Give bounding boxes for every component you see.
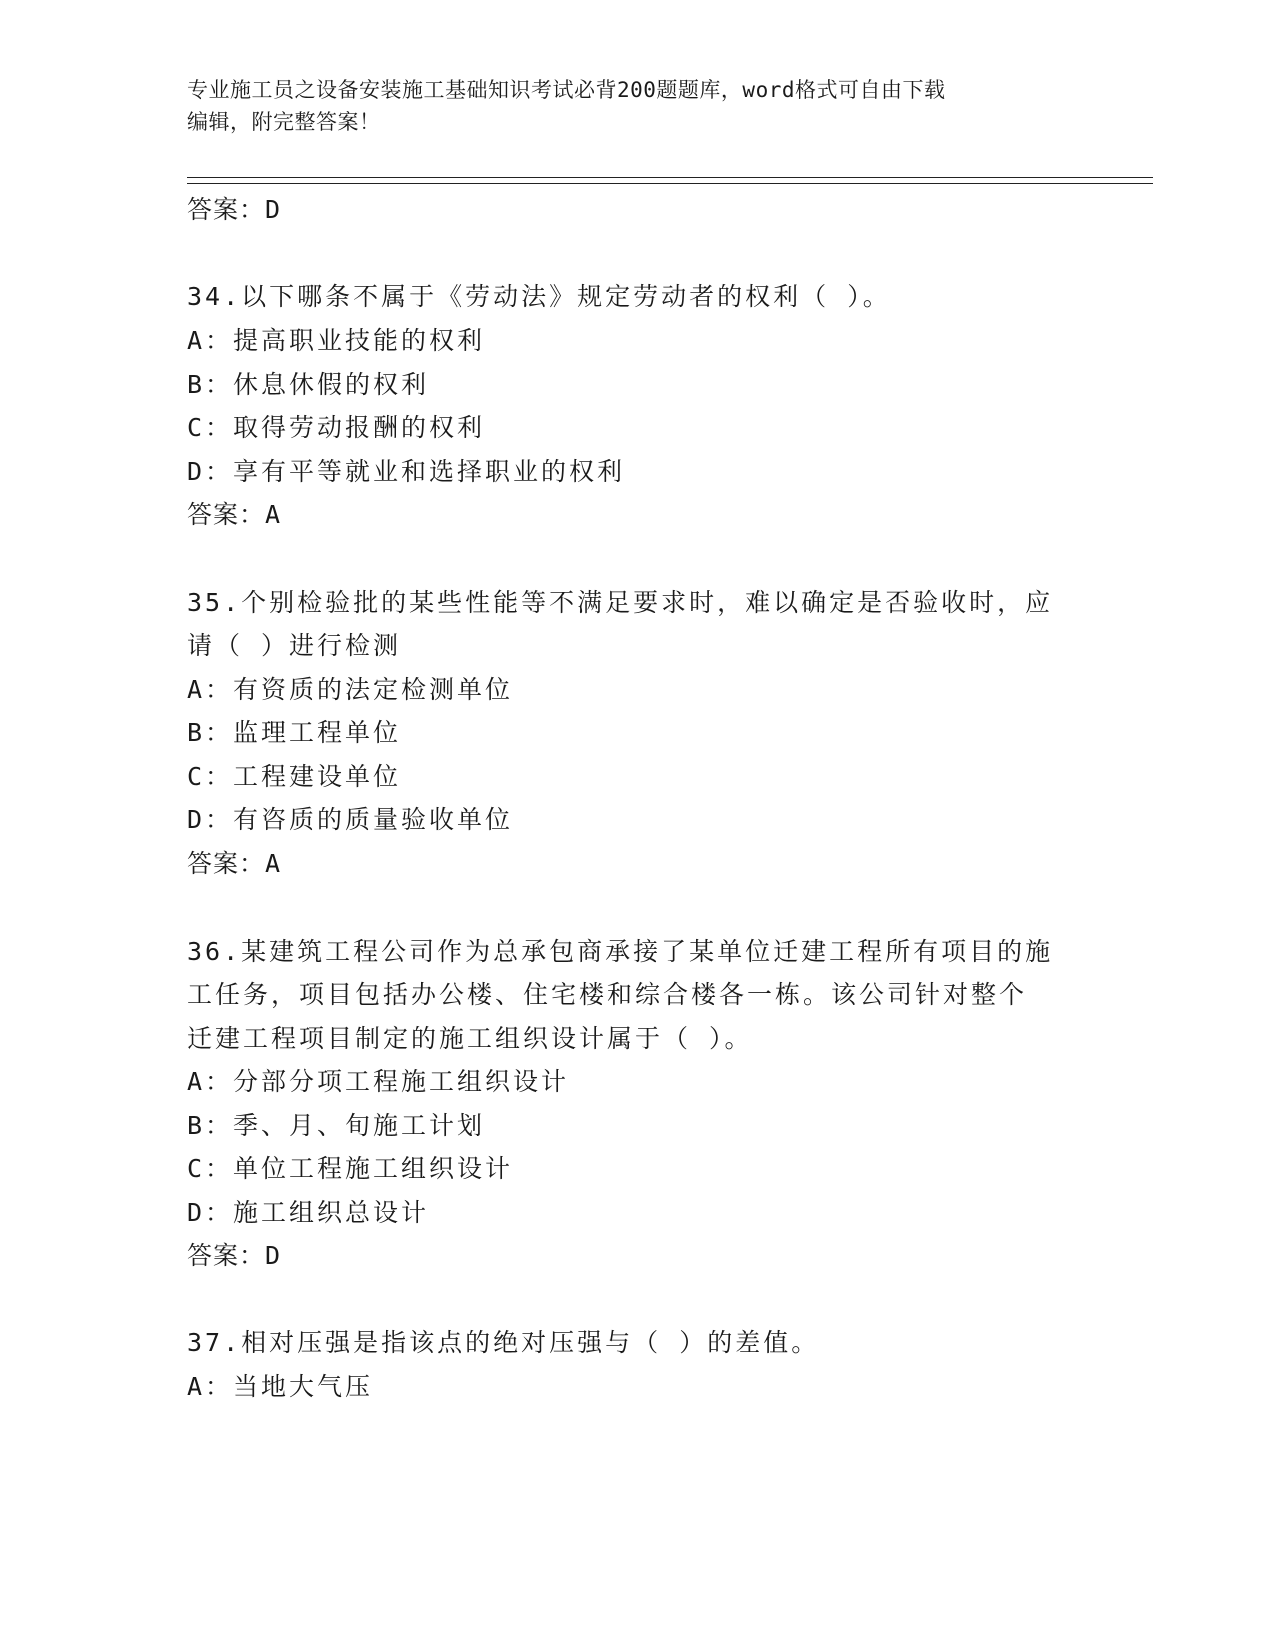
question-34-option-c: C：取得劳动报酬的权利 bbox=[187, 413, 486, 442]
question-36-option-b: B：季、月、旬施工计划 bbox=[187, 1111, 486, 1140]
answer-label: 答案： bbox=[187, 1241, 266, 1270]
answer-value: D bbox=[265, 1241, 282, 1270]
question-36-stem-line-1: 36.某建筑工程公司作为总承包商承接了某单位迁建工程所有项目的施 bbox=[187, 937, 1054, 966]
question-37-option-a: A：当地大气压 bbox=[187, 1372, 374, 1401]
question-36-option-a: A：分部分项工程施工组织设计 bbox=[187, 1067, 570, 1096]
question-36-option-d: D：施工组织总设计 bbox=[187, 1198, 430, 1227]
answer-label: 答案： bbox=[187, 195, 266, 224]
answer-q36 bbox=[187, 1241, 281, 1271]
question-35-option-a: A：有资质的法定检测单位 bbox=[187, 675, 514, 704]
answer-label: 答案： bbox=[187, 849, 266, 878]
question-35-option-c: C：工程建设单位 bbox=[187, 762, 402, 791]
question-35-stem-line-2: 请（ ）进行检测 bbox=[187, 631, 402, 660]
header-line-2: 编辑，附完整答案！ bbox=[187, 110, 381, 134]
question-34-stem: 34.以下哪条不属于《劳动法》规定劳动者的权利（ ）。 bbox=[187, 282, 891, 311]
question-36-stem-line-2: 工任务，项目包括办公楼、住宅楼和综合楼各一栋。该公司针对整个 bbox=[187, 980, 1028, 1009]
document-header bbox=[187, 74, 1087, 138]
header-line-1: 专业施工员之设备安装施工基础知识考试必背200题题库，word格式可自由下载 bbox=[187, 78, 946, 102]
question-34-option-a: A：提高职业技能的权利 bbox=[187, 326, 486, 355]
question-36-option-c: C：单位工程施工组织设计 bbox=[187, 1154, 514, 1183]
question-37-stem: 37.相对压强是指该点的绝对压强与（ ）的差值。 bbox=[187, 1328, 820, 1357]
answer-q35 bbox=[187, 849, 281, 879]
answer-value: A bbox=[265, 849, 282, 878]
answer-label: 答案： bbox=[187, 500, 266, 529]
question-36-stem-line-3: 迁建工程项目制定的施工组织设计属于（ ）。 bbox=[187, 1024, 753, 1053]
question-34-option-d: D：享有平等就业和选择职业的权利 bbox=[187, 457, 626, 486]
header-divider-bottom bbox=[187, 183, 1153, 184]
answer-q34 bbox=[187, 500, 281, 530]
question-34-option-b: B：休息休假的权利 bbox=[187, 370, 430, 399]
header-divider-top bbox=[187, 177, 1153, 178]
answer-value: D bbox=[265, 195, 282, 224]
question-35-option-b: B：监理工程单位 bbox=[187, 718, 402, 747]
answer-value: A bbox=[265, 500, 282, 529]
question-35-option-d: D：有咨质的质量验收单位 bbox=[187, 805, 514, 834]
answer-q33 bbox=[187, 195, 281, 225]
question-35-stem-line-1: 35.个别检验批的某些性能等不满足要求时，难以确定是否验收时，应 bbox=[187, 588, 1054, 617]
